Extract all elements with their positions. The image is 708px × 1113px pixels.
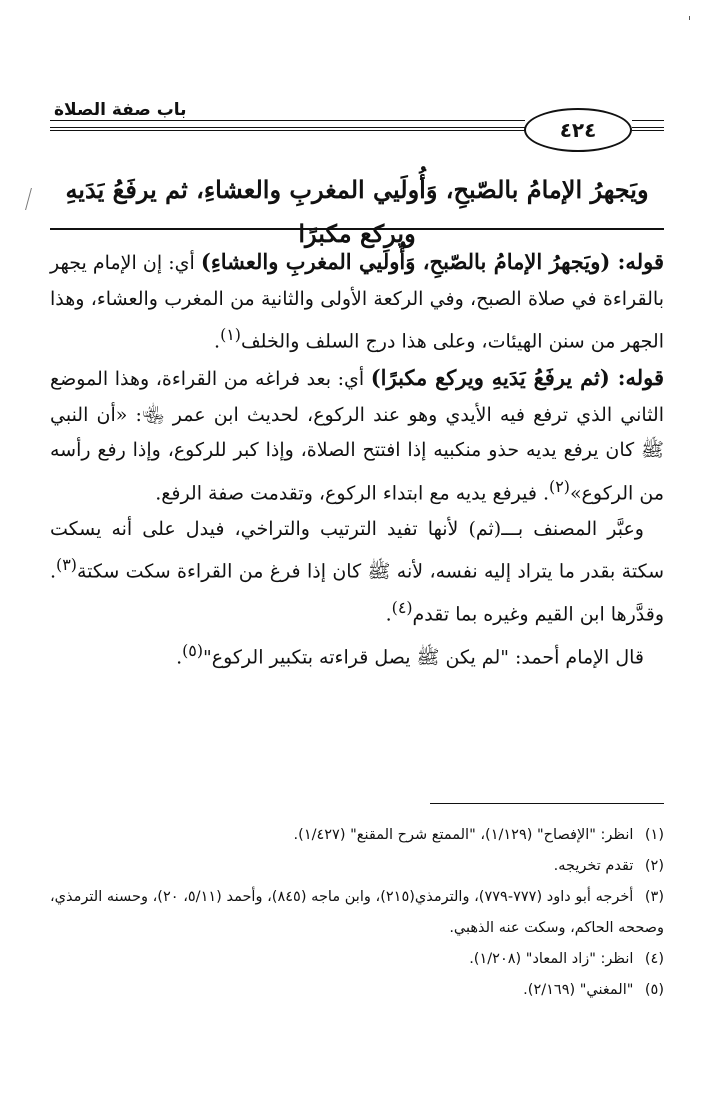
footnote — [50, 882, 664, 944]
paragraph — [50, 360, 664, 512]
paragraph-end: . — [176, 646, 183, 669]
heading-rule — [50, 228, 664, 230]
paragraph-end: . — [385, 603, 392, 626]
scan-mark — [689, 16, 690, 20]
running-header-title: باب صفة الصلاة — [54, 100, 187, 120]
paragraph-text: قال الإمام أحمد: "لم يكن ﷺ يصل قراءته بتكبير الركوع" — [203, 646, 644, 669]
footnote — [50, 944, 664, 975]
paragraph-text: أي: إن الإمام يجهر بالقراءة في صلاة الصبح، وفي الركعة الأولى والثانية من المغرب والعشاء، وهذا الجهر من سنن الهيئات، وعلى هذا درج السلف والخلف — [50, 252, 664, 353]
header-rule — [50, 127, 525, 131]
paragraph — [50, 512, 664, 633]
matn-heading: ويَجهرُ الإمامُ بالصّبحِ، وَأُولَيي المغربِ والعشاءِ، ثم يرفَعُ يَدَيهِ ويركع مكبرًا — [65, 175, 649, 248]
paragraph — [50, 633, 664, 676]
footnote-ref: (٥) — [182, 641, 203, 661]
footnote — [50, 820, 664, 851]
header-rule — [50, 120, 525, 121]
footnotes — [50, 820, 664, 1006]
footnote — [50, 851, 664, 882]
footnote-number: (١) — [644, 827, 664, 843]
quoted-matn: قوله: (ثم يرفَعُ يَدَيهِ ويركع مكبرًا) — [370, 365, 664, 391]
footnote-ref: (٤) — [391, 598, 413, 618]
footnote-ref: (٢) — [549, 476, 570, 496]
page-number: ٤٢٤ — [524, 108, 632, 152]
footnote-text: أخرجه أبو داود (٧٧٧-٧٧٩)، والترمذي(٢١٥)، وابن ماجه (٨٤٥)، وأحمد (٥/١١، ٢٠)، وحسنه الترمذي، وصححه الحاكم، وسكت عنه الذهبي. — [50, 889, 664, 936]
footnote — [50, 975, 664, 1006]
header-rule — [632, 120, 664, 121]
paragraph-text: أي: بعد فراغه من القراءة، وهذا الموضع الثاني الذي ترفع فيه الأيدي وهو عند الركوع، لحديث ابن عمر ﵄: «أن النبي ﷺ كان يرفع يديه حذو منكبيه إذا افتتح الصلاة، وإذا كبر للركوع، وإذا رفع رأسه من الركوع» — [50, 368, 664, 505]
footnote-text: انظر: "زاد المعاد" (١/٢٠٨). — [469, 951, 634, 967]
footnote-number: (٢) — [644, 858, 664, 874]
footnote-separator — [430, 803, 664, 804]
paragraph-text: وعبَّر المصنف بـــ(ثم) لأنها تفيد الترتيب والتراخي، فيدل على أنه يسكت سكتة بقدر ما يتراد إليه نفسه، لأنه ﷺ كان إذا فرغ من القراءة سكت سكتة — [50, 517, 664, 583]
paragraph-end: . فيرفع يديه مع ابتداء الركوع، وتقدمت صفة الرفع. — [155, 482, 550, 505]
footnote-text: "المغني" (٢/١٦٩). — [523, 982, 634, 998]
paragraph — [50, 244, 664, 360]
quoted-matn: قوله: (ويَجهرُ الإمامُ بالصّبحِ، وَأُولَيي المغربِ والعشاءِ) — [200, 249, 664, 274]
footnote-number: (٤) — [644, 951, 664, 967]
header-rule — [632, 127, 664, 131]
footnote-ref: (١) — [220, 325, 241, 345]
paragraph-end: . وقدَّرها ابن القيم وغيره بما تقدم — [50, 560, 664, 626]
footnote-text: تقدم تخريجه. — [553, 858, 634, 874]
commentary-body — [50, 244, 664, 676]
footnote-number: (٥) — [644, 982, 664, 998]
footnote-number: (٣) — [644, 889, 665, 905]
footnote-text: انظر: "الإفصاح" (١/١٢٩)، "الممتع شرح المقنع" (١/٤٢٧). — [293, 827, 634, 843]
paragraph-end: . — [214, 330, 221, 353]
margin-mark — [25, 188, 40, 210]
footnote-ref: (٣) — [56, 555, 77, 575]
